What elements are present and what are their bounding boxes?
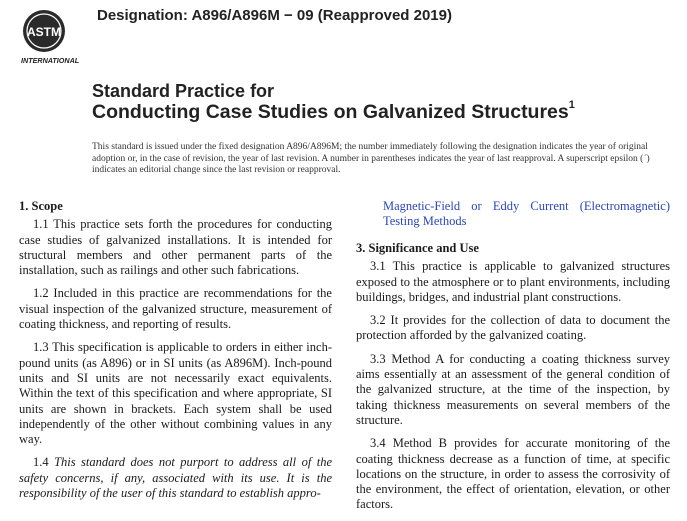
significance-para-4: 3.4 Method B provides for accurate monitoring of the coating thickness decrease as a function of time, at specific locations on the structure, in order to assess the corrosivity of the environment, the effect of orientation, elevation, or other factors. <box>356 436 670 512</box>
logo-subtext: INTERNATIONAL <box>21 56 80 65</box>
logo-text: ASTM <box>27 25 61 39</box>
scope-para-2: 1.2 Included in this practice are recommendations for the visual inspection of the galvanized structure, measurement of coating thickness, and reporting of results. <box>19 286 332 332</box>
notice-text-before: This standard is issued under the fixed designation A896/A896M; the number immediately following the designation indicates the year of original adoption or, in the case of revision, the year of last revision. A number in parentheses indicates the year of last reapproval. A superscript epsilon ( <box>92 142 648 164</box>
astm-logo <box>19 8 87 66</box>
right-column <box>356 218 670 521</box>
scope-para-3: 1.3 This specification is applicable to orders in either inch-pound units (as A896) or in SI units (as A896M). Inch-pound units and SI units are not necessarily exact equivalents. Within the text of this specification and where appropriate, SI units are shown in brackets. Each system shall be used independently of the other without combining values in any way. <box>19 340 332 447</box>
scope-para-4 <box>19 455 332 501</box>
designation: Designation: A896/A896M − 09 (Reapproved 2019) <box>97 7 452 24</box>
significance-para-3: 3.3 Method A for conducting a coating thickness survey aims essentially at an assessment of the general condition of the galvanized structure, at the time of the inspection, by taking thickness measurements on several members of the structure. <box>356 351 670 427</box>
issuance-notice <box>92 142 652 177</box>
title-text: Conducting Case Studies on Galvanized Structures <box>92 101 569 123</box>
scope-para-4-number: 1.4 <box>33 455 55 470</box>
scope-para-4-text: This standard does not purport to address all of the safety concerns, if any, associated with its use. It is the responsibility of the user of this standard to establish appro- <box>19 455 332 501</box>
scope-para-1: 1.1 This practice sets forth the procedures for conducting case studies of galvanized installations. It is intended for structural members and other permanent parts of the installation, such as railings and other such fabrications. <box>19 217 332 278</box>
significance-para-1: 3.1 This practice is applicable to galvanized structures exposed to the atmosphere or to plant environments, including buildings, bridges, and industrial plant constructions. <box>356 259 670 304</box>
scope-heading: 1. Scope <box>19 199 63 213</box>
left-column <box>19 199 332 509</box>
notice-epsilon: ´ <box>643 153 647 164</box>
notice-text-after: ) indicates an editorial change since the last revision or reapproval. <box>92 153 650 175</box>
significance-heading: 3. Significance and Use <box>356 241 479 255</box>
title-footnote-mark: 1 <box>568 99 575 111</box>
title-line-2 <box>92 101 575 124</box>
title-line-1: Standard Practice for <box>92 81 275 101</box>
referenced-document-link[interactable]: Magnetic-Field or Eddy Current (Electromagnetic) Testing Methods <box>383 199 670 229</box>
significance-para-2: 3.2 It provides for the collection of data to document the protection afforded by the galvanized coating. <box>356 313 670 343</box>
